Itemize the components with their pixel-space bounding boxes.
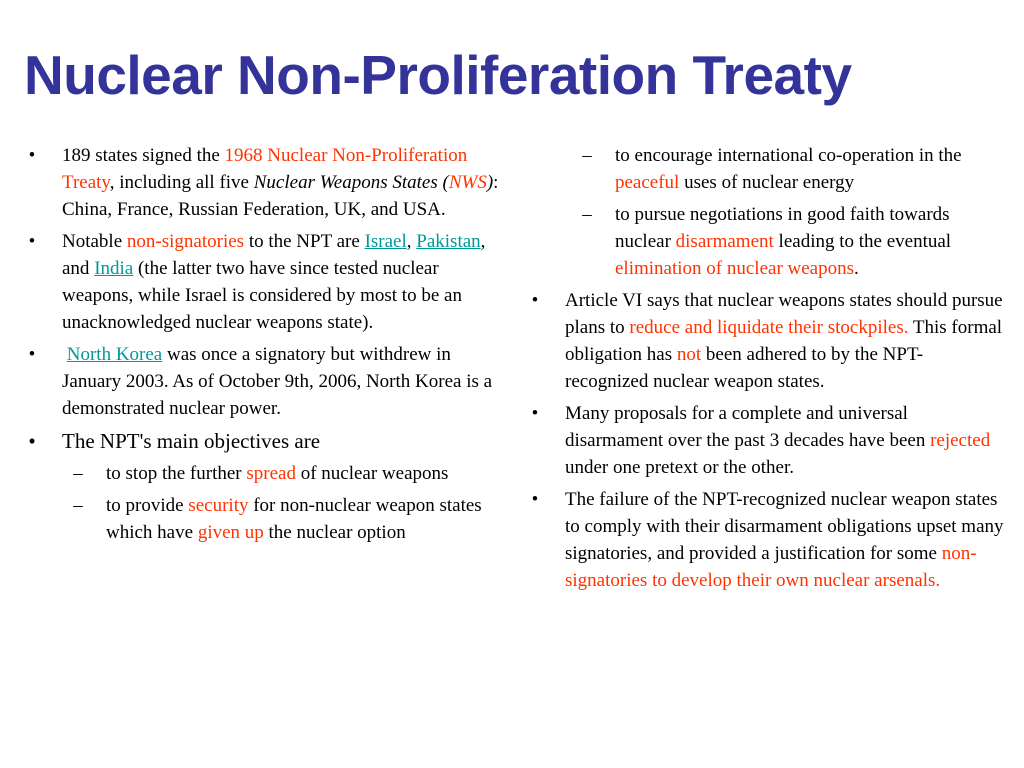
bullet-non-signatories: [22, 228, 512, 336]
highlight-text: rejected: [930, 430, 991, 451]
link-pakistan[interactable]: Pakistan: [416, 231, 481, 252]
text: .: [854, 258, 859, 279]
text: , including all five: [109, 172, 254, 193]
text: Many proposals for a complete and universal disarmament over the past 3 decades have been: [565, 403, 931, 451]
bullet-article-vi: [525, 287, 1005, 395]
bullet-marker: •: [28, 429, 36, 453]
italic-text: ): [486, 172, 494, 193]
bullet-marker: •: [531, 290, 539, 311]
sub-item-cooperation: [525, 142, 1005, 196]
text: under one pretext or the other.: [565, 457, 794, 478]
text: The failure of the NPT-recognized nuclear weapon states to comply with their disarmament obligations upset many signatories, and provided a justification for some: [565, 489, 1004, 564]
highlight-text: spread: [246, 463, 296, 484]
bullet-marker: •: [28, 145, 36, 166]
dash-marker: –: [73, 495, 83, 516]
bullet-signatories: [22, 142, 512, 223]
text: 189 states signed the: [62, 145, 225, 166]
highlight-text: NWS: [448, 172, 487, 193]
dash-marker: –: [582, 204, 592, 225]
bullet-marker: •: [28, 344, 36, 365]
text: This formal obligation has: [565, 317, 1003, 365]
text: the nuclear option: [263, 522, 406, 543]
dash-marker: –: [582, 145, 592, 166]
left-column: [22, 142, 512, 551]
highlight-text: 1968 Nuclear Non-Proliferation Treaty: [62, 145, 468, 193]
highlight-text: reduce and liquidate their stockpiles.: [629, 317, 909, 338]
text: to provide: [106, 495, 189, 516]
text: to encourage international co-operation in the: [615, 145, 962, 166]
slide-title: Nuclear Non-Proliferation Treaty: [24, 44, 852, 106]
bullet-proposals: [525, 400, 1005, 481]
highlight-text: non-signatories: [126, 231, 245, 252]
highlight-text: peaceful: [615, 172, 680, 193]
text: for non-nuclear weapon states which have: [106, 495, 482, 543]
bullet-marker: •: [531, 403, 539, 424]
text: Article VI says that nuclear weapons states should pursue plans to: [565, 290, 1003, 338]
highlight-text: given up: [197, 522, 264, 543]
italic-text: Nuclear Weapons States (: [253, 172, 449, 193]
link-israel[interactable]: Israel: [364, 231, 407, 252]
text: of nuclear weapons: [295, 463, 449, 484]
bullet-north-korea: [22, 341, 512, 422]
text: (the latter two have since tested nuclear weapons, while Israel is considered by most to be an unacknowledged nuclear weapons state).: [62, 258, 462, 333]
bullet-marker: •: [28, 231, 36, 252]
text: to pursue negotiations in good faith towards nuclear: [615, 204, 950, 252]
sub-item-spread: [22, 460, 512, 487]
sub-item-security: [22, 492, 512, 546]
highlight-text: not: [676, 344, 702, 365]
text: uses of nuclear energy: [679, 172, 855, 193]
dash-marker: –: [73, 463, 83, 484]
sub-item-disarmament: [525, 201, 1005, 282]
bullet-failure: [525, 486, 1005, 594]
text: to the NPT are: [244, 231, 365, 252]
text: : China, France, Russian Federation, UK, and USA.: [62, 172, 499, 220]
bullet-objectives: [22, 427, 512, 455]
bullet-marker: •: [531, 489, 539, 510]
text: ,: [406, 231, 417, 252]
highlight-text: non-signatories to develop their own nuclear arsenals.: [565, 543, 977, 591]
text: was once a signatory but withdrew in January 2003. As of October 9th, 2006, North Korea is a demonstrated nuclear power.: [62, 344, 493, 419]
text: to stop the further: [106, 463, 247, 484]
text: Notable: [62, 231, 127, 252]
text: been adhered to by the NPT-recognized nuclear weapon states.: [565, 344, 924, 392]
link-north-korea[interactable]: North Korea: [66, 344, 163, 365]
text: , and: [62, 231, 486, 279]
text: The NPT's main objectives are: [62, 429, 321, 453]
highlight-text: elimination of nuclear weapons: [615, 258, 855, 279]
link-india[interactable]: India: [94, 258, 134, 279]
highlight-text: disarmament: [675, 231, 774, 252]
right-column: [525, 142, 1005, 599]
highlight-text: security: [188, 495, 249, 516]
text: leading to the eventual: [773, 231, 952, 252]
